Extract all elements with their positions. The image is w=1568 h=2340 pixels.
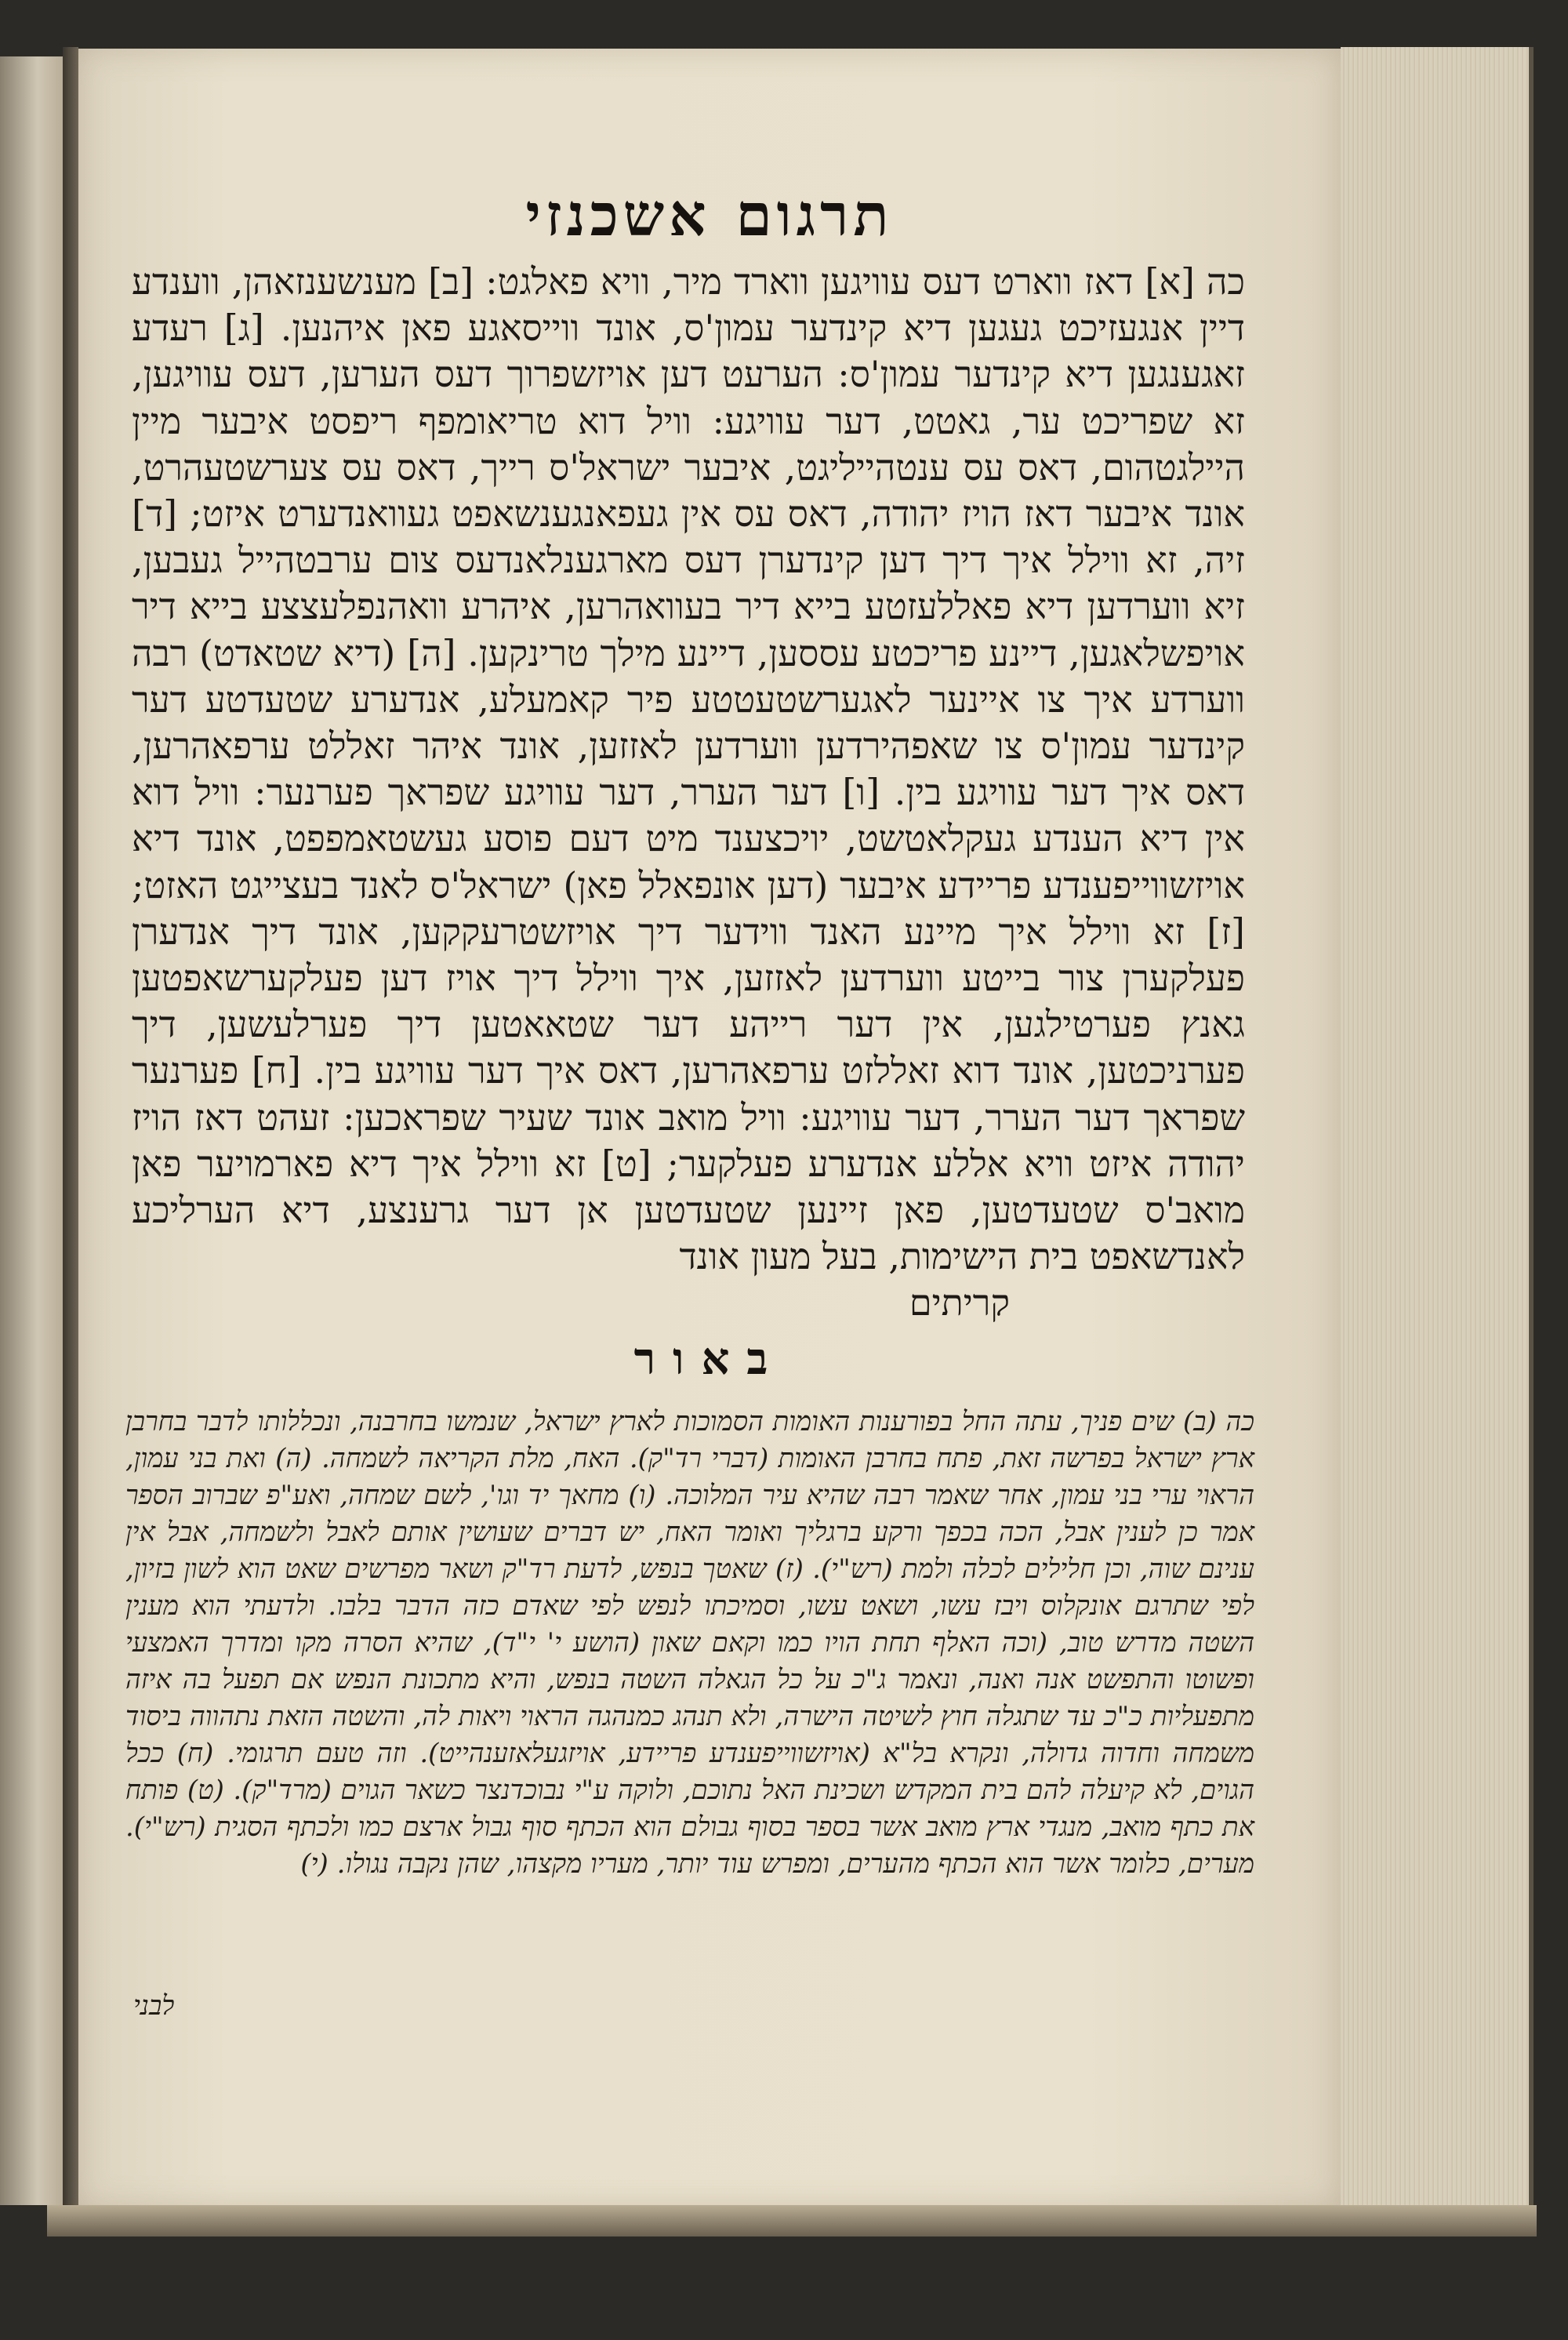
translation-last-line: קריתים	[909, 1281, 1010, 1324]
translation-paragraph: כה [א] דאז ווארט דעס עוויגען ווארד מיר, וויא פאלגט: [ב] מענשענזאהן, ווענדע דיין אנגעזיכט געגען דיא קינדער עמון'ס, אונד ווייסאגע פאן איהנען. [ג] רעדע זאגענגען דיא קינדער עמון'ס: הערעט דען אויזשפרוך דעס הערען, דעס עוויגען, זא שפריכט ער, גאטט, דער עוויגע: וויל דוא טריאומפף ריפסט איבער מיין היילגטהום, דאס עס ענטהייליגט, איבער ישראל'ס רייך, דאס עס צערשטעהרט, אונד איבער דאז הויז יהודה, דאס עס אין געפאנגענשאפט געוואנדערט איזט; [ד] זיה, זא ווילל איך דיך דען קינדערן דעס מארגענלאנדעס צום ערבטהייל געבען, זיא ווערדען דיא פאללעזטע בייא דיר בעוואהרען, איהרע וואהנפלעצצע בייא דיר אויפשלאגען, דיינע פריכטע עססען, דיינע מילך טרינקען. [ה] (דיא שטאדט) רבה ווערדע איך צו איינער לאגערשטעטטע פיר קאמעלע, אנדערע שטעדטע דער קינדער עמון'ס צו שאפהירדען ווערדען לאזזען, אונד איהר זאללט ערפאהרען, דאס איך דער עוויגע בין. [ו] דער הערר, דער עוויגע שפראך פערנער: וויל דוא אין דיא הענדע געקלאטשט, יויכצענד מיט דעם פוסע געשטאמפפט, אונד דיא אויזשווייפענדע פריידע איבער (דען אונפאלל פאן) ישראל'ס לאנד בעצייגט האזט; [ז] זא ווילל איך מיינע האנד ווידער דיך אויזשטרעקקען, אונד דיך אנדערן פעלקערן צור בייטע ווערדען לאזזען, איך ווילל דיך אויז דען פעלקערשאפטען גאנץ פערטילגען, אין דער רייהע דער שטאאטען דיך פערלעשען, דיך פערניכטען, אונד דוא זאללזט ערפאהרען, דאס איך דער עוויגע בין. [ח] פערנער שפראך דער הערר, דער עוויגע: וויל מואב אונד שעיר שפראכען: זעהט דאז הויז יהודה איזט וויא אללע אנדערע פעלקער; [ט] זא ווילל איך דיא פארמויער פאן מואב'ס שטעדטען, פאן זיינען שטעדטען אן דער גרענצע, דיא הערליכע לאנדשאפט בית הישימות, בעל מעון אונד	[132, 260, 1246, 1278]
commentary-text: כה (ב) שים פניך, עתה החל בפורענות האומות הסמוכות לארץ ישראל, שנמשו בחרבנה, ונכללותו לדבר בחרבן ארץ ישראל בפרשה זאת, פתח בחרבן האומות (דברי רד"ק). האח, מלת הקריאה לשמחה. (ה) ואת בני עמון, הראוי ערי בני עמון, אחר שאמר רבה שהיא עיר המלוכה. (ו) מחאך יד וגו', לשם שמחה, ואע"פ שברוב הספר אמר כן לענין אבל, הכה בכפך ורקע ברגליך ואומר האח, יש דברים שעושין אותם לאבל ולשמחה, אבל אין ענינם שוה, וכן חלילים לכלה ולמת (רש"י). (ז) שאטך בנפש, לדעת רד"ק ושאר מפרשים שאט הוא לשון בזיון, לפי שתרגם אונקלוס ויבז עשו, ושאט עשו, וסמיכתו לנפש לפי שאדם כזה הדבר בלבו. ולדעתי הוא מענין השטה מדרש טוב, (וכה האלף תחת הויו כמו וקאם שאון (הושע י' י"ד), שהיא הסרה מקו ומדרך האמצעי ופשוטו והתפשט אנה ואנה, ונאמר ג"כ על כל הגאלה השטה בנפש, והיא מתכונת הנפש אם תפעל בה איזה מתפעליות כ"כ עד שתגלה חוץ לשיטה הישרה, ולא תנהג כמנהגה הראוי ויאות לה, והשטה הזאת נתהווה ביסוד משמחה וחדוה גדולה, ונקרא בל"א (אויזשווייפענדע פריידע, אויזגעלאזענהייט). וזה טעם תרגומי. (ח) ככל הגוים, לא קיעלה להם בית המקדש ושכינת האל נתוכם, ולוקה ע"י נבוכדנצר כשאר הגוים (מרד"ק). (ט) פותח את כתף מואב, מנגדי ארץ מואב אשר בספר בסוף גבולם הוא הכתף סוף גבול ארצם כמו ולכתף הסגית (רש"י). מערים, כלומר אשר הוא הכתף מהערים, ומפרש עוד יותר, מעריו מקצהו, שהן נקבה נגולו. (י)	[125, 1406, 1254, 1880]
facing-page-edge	[0, 56, 66, 2205]
book-gutter	[63, 47, 78, 2211]
page-title: תרגום אשכנזי	[525, 182, 894, 249]
page-stack-edge	[1341, 47, 1534, 2219]
translation-text	[132, 259, 1245, 1327]
book-bottom-edge	[47, 2205, 1537, 2236]
catchword: לבני	[133, 1990, 175, 2022]
section-heading: באור	[633, 1333, 786, 1385]
